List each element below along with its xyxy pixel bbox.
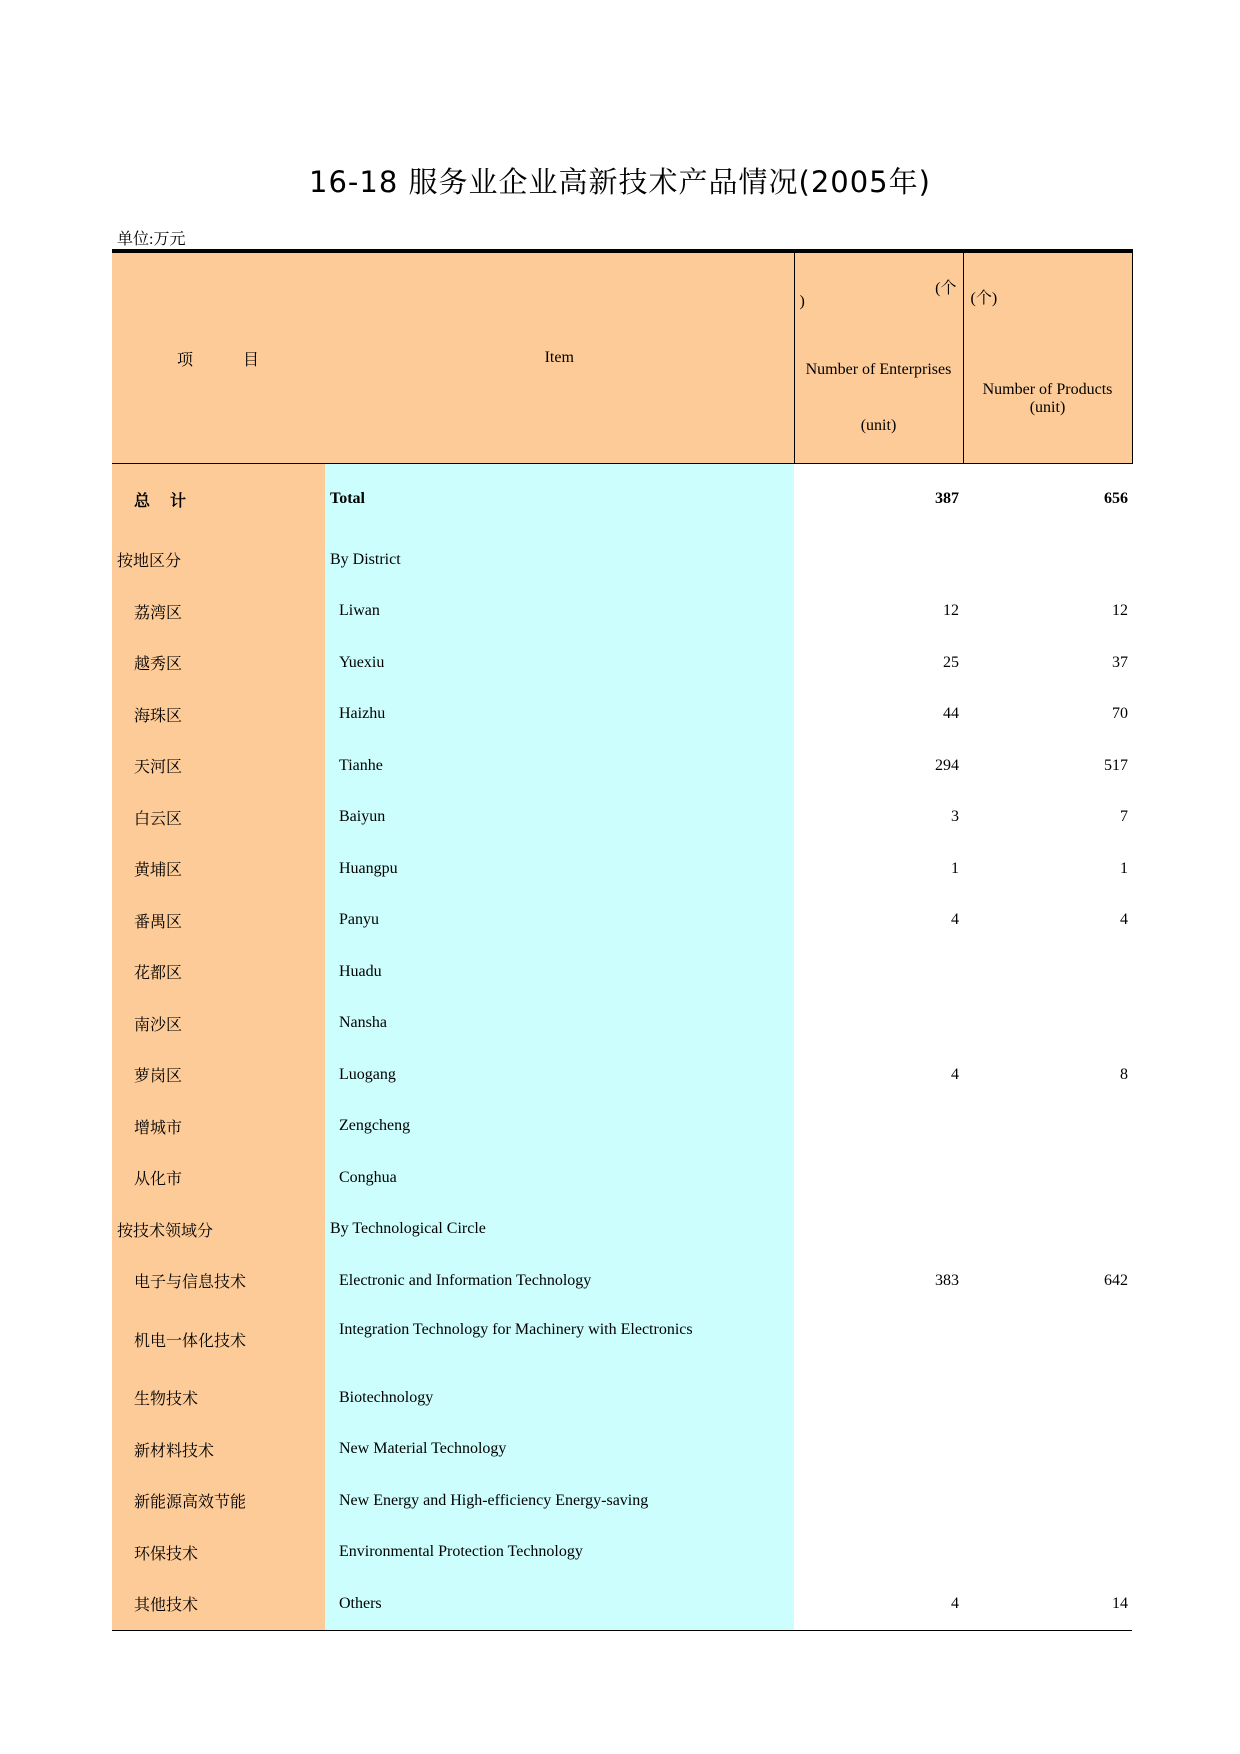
row-label-cn: 按技术领域分 (112, 1204, 325, 1256)
cell-products (963, 1204, 1132, 1256)
row-label-cn: 荔湾区 (112, 586, 325, 638)
header-products (963, 251, 1132, 464)
table-row (112, 586, 1132, 638)
cell-enterprises: 12 (943, 602, 959, 620)
row-label-en: Huadu (325, 946, 794, 998)
row-label-cn: 番禺区 (112, 895, 325, 947)
table-row (112, 843, 1132, 895)
row-label-en: Total (325, 464, 794, 535)
cell-enterprises (794, 1424, 963, 1476)
row-label-cn: 按地区分 (112, 534, 325, 586)
table-row (112, 946, 1132, 998)
row-label-cn: 环保技术 (112, 1527, 325, 1579)
row-label-en: Tianhe (325, 740, 794, 792)
table-row (112, 1204, 1132, 1256)
row-label-en: Environmental Protection Technology (325, 1527, 794, 1579)
table-row (112, 998, 1132, 1050)
cell-products: 37 (1112, 653, 1128, 671)
cell-products (963, 1372, 1132, 1424)
row-label-en: Panyu (325, 895, 794, 947)
cell-products (963, 1527, 1132, 1579)
row-label-en: By District (325, 534, 794, 586)
cell-enterprises: 4 (951, 911, 959, 929)
table-row (112, 895, 1132, 947)
row-label-cn: 天河区 (112, 740, 325, 792)
cell-products (963, 946, 1132, 998)
row-label-cn: 白云区 (112, 792, 325, 844)
row-label-cn: 总 计 (112, 464, 325, 535)
cell-enterprises (794, 1152, 963, 1204)
table-row (112, 1101, 1132, 1153)
cell-enterprises (794, 1204, 963, 1256)
total-row (112, 464, 1132, 535)
header-products-label: Number of Products (unit) (982, 381, 1113, 416)
row-label-cn: 花都区 (112, 946, 325, 998)
cell-products: 14 (1112, 1594, 1128, 1612)
unit-label: 单位:万元 (117, 231, 186, 248)
row-label-en: New Energy and High-efficiency Energy-saving (325, 1475, 794, 1527)
table-row (112, 637, 1132, 689)
table-row (112, 1049, 1132, 1101)
row-label-cn: 黄埔区 (112, 843, 325, 895)
cell-enterprises (794, 946, 963, 998)
row-label-cn: 机电一体化技术 (112, 1307, 325, 1373)
header-item-en: Item (325, 251, 794, 464)
table-row (112, 1578, 1132, 1630)
cell-products: 517 (1104, 756, 1128, 774)
row-label-cn: 越秀区 (112, 637, 325, 689)
cell-enterprises: 294 (935, 756, 959, 774)
cell-products: 8 (1120, 1065, 1128, 1083)
cell-products (963, 1424, 1132, 1476)
table-body (112, 464, 1132, 1631)
cell-products: 642 (1104, 1271, 1128, 1289)
row-label-en: Huangpu (325, 843, 794, 895)
row-label-en: Liwan (325, 586, 794, 638)
row-label-en: Baiyun (325, 792, 794, 844)
header-products-unit-top: (个) (970, 290, 998, 307)
cell-products: 1 (1120, 859, 1128, 877)
cell-products: 4 (1120, 911, 1128, 929)
cell-products (963, 1101, 1132, 1153)
row-label-cn: 电子与信息技术 (112, 1255, 325, 1307)
header-enterprises-unit-top: (个 (935, 280, 957, 297)
cell-enterprises (794, 534, 963, 586)
row-label-cn: 海珠区 (112, 689, 325, 741)
row-label-en: Others (325, 1578, 794, 1630)
row-label-en: Electronic and Information Technology (325, 1255, 794, 1307)
cell-enterprises (794, 1307, 963, 1373)
row-label-en: Haizhu (325, 689, 794, 741)
row-label-cn: 新材料技术 (112, 1424, 325, 1476)
row-label-cn: 萝岗区 (112, 1049, 325, 1101)
cell-enterprises (794, 998, 963, 1050)
row-label-en: Zengcheng (325, 1101, 794, 1153)
cell-enterprises (794, 1475, 963, 1527)
header-item-cn: 项 目 (112, 251, 325, 464)
table-row (112, 1475, 1132, 1527)
cell-products (963, 1307, 1132, 1373)
row-label-en: By Technological Circle (325, 1204, 794, 1256)
page-title: 16-18 服务业企业高新技术产品情况(2005年) (309, 165, 931, 199)
row-label-cn: 新能源高效节能 (112, 1475, 325, 1527)
header-enterprises-paren: ) (799, 293, 805, 310)
cell-enterprises: 4 (951, 1594, 959, 1612)
row-label-en: Nansha (325, 998, 794, 1050)
cell-enterprises: 25 (943, 653, 959, 671)
cell-enterprises: 3 (951, 808, 959, 826)
row-label-cn: 从化市 (112, 1152, 325, 1204)
cell-products (963, 998, 1132, 1050)
row-label-en: Conghua (325, 1152, 794, 1204)
table-header (112, 251, 1132, 464)
row-label-en: Integration Technology for Machinery with Electronics (325, 1307, 794, 1373)
cell-enterprises (794, 1372, 963, 1424)
table-row (112, 1307, 1132, 1373)
row-label-en: Luogang (325, 1049, 794, 1101)
table-row (112, 1527, 1132, 1579)
data-table (112, 249, 1133, 1631)
row-label-cn: 生物技术 (112, 1372, 325, 1424)
cell-products (963, 1152, 1132, 1204)
cell-enterprises: 4 (951, 1065, 959, 1083)
table-row (112, 1424, 1132, 1476)
cell-enterprises: 1 (951, 859, 959, 877)
table-row (112, 689, 1132, 741)
cell-products (963, 534, 1132, 586)
table-row (112, 1372, 1132, 1424)
row-label-cn: 增城市 (112, 1101, 325, 1153)
row-label-cn: 南沙区 (112, 998, 325, 1050)
row-label-en: Biotechnology (325, 1372, 794, 1424)
cell-enterprises: 383 (935, 1271, 959, 1289)
cell-products (963, 1475, 1132, 1527)
table-row (112, 792, 1132, 844)
cell-products: 12 (1112, 602, 1128, 620)
header-enterprises (794, 251, 963, 464)
table-row (112, 1152, 1132, 1204)
row-label-en: New Material Technology (325, 1424, 794, 1476)
header-enterprises-unit: (unit) (860, 417, 897, 434)
cell-products: 70 (1112, 705, 1128, 723)
cell-enterprises: 44 (943, 705, 959, 723)
row-label-cn: 其他技术 (112, 1578, 325, 1630)
cell-enterprises (794, 1527, 963, 1579)
table-row (112, 1255, 1132, 1307)
table-row (112, 740, 1132, 792)
row-label-en: Yuexiu (325, 637, 794, 689)
cell-products: 656 (1104, 490, 1128, 507)
cell-enterprises: 387 (935, 490, 959, 507)
table-row (112, 534, 1132, 586)
cell-products: 7 (1120, 808, 1128, 826)
header-enterprises-label: Number of Enterprises (805, 361, 952, 378)
cell-enterprises (794, 1101, 963, 1153)
